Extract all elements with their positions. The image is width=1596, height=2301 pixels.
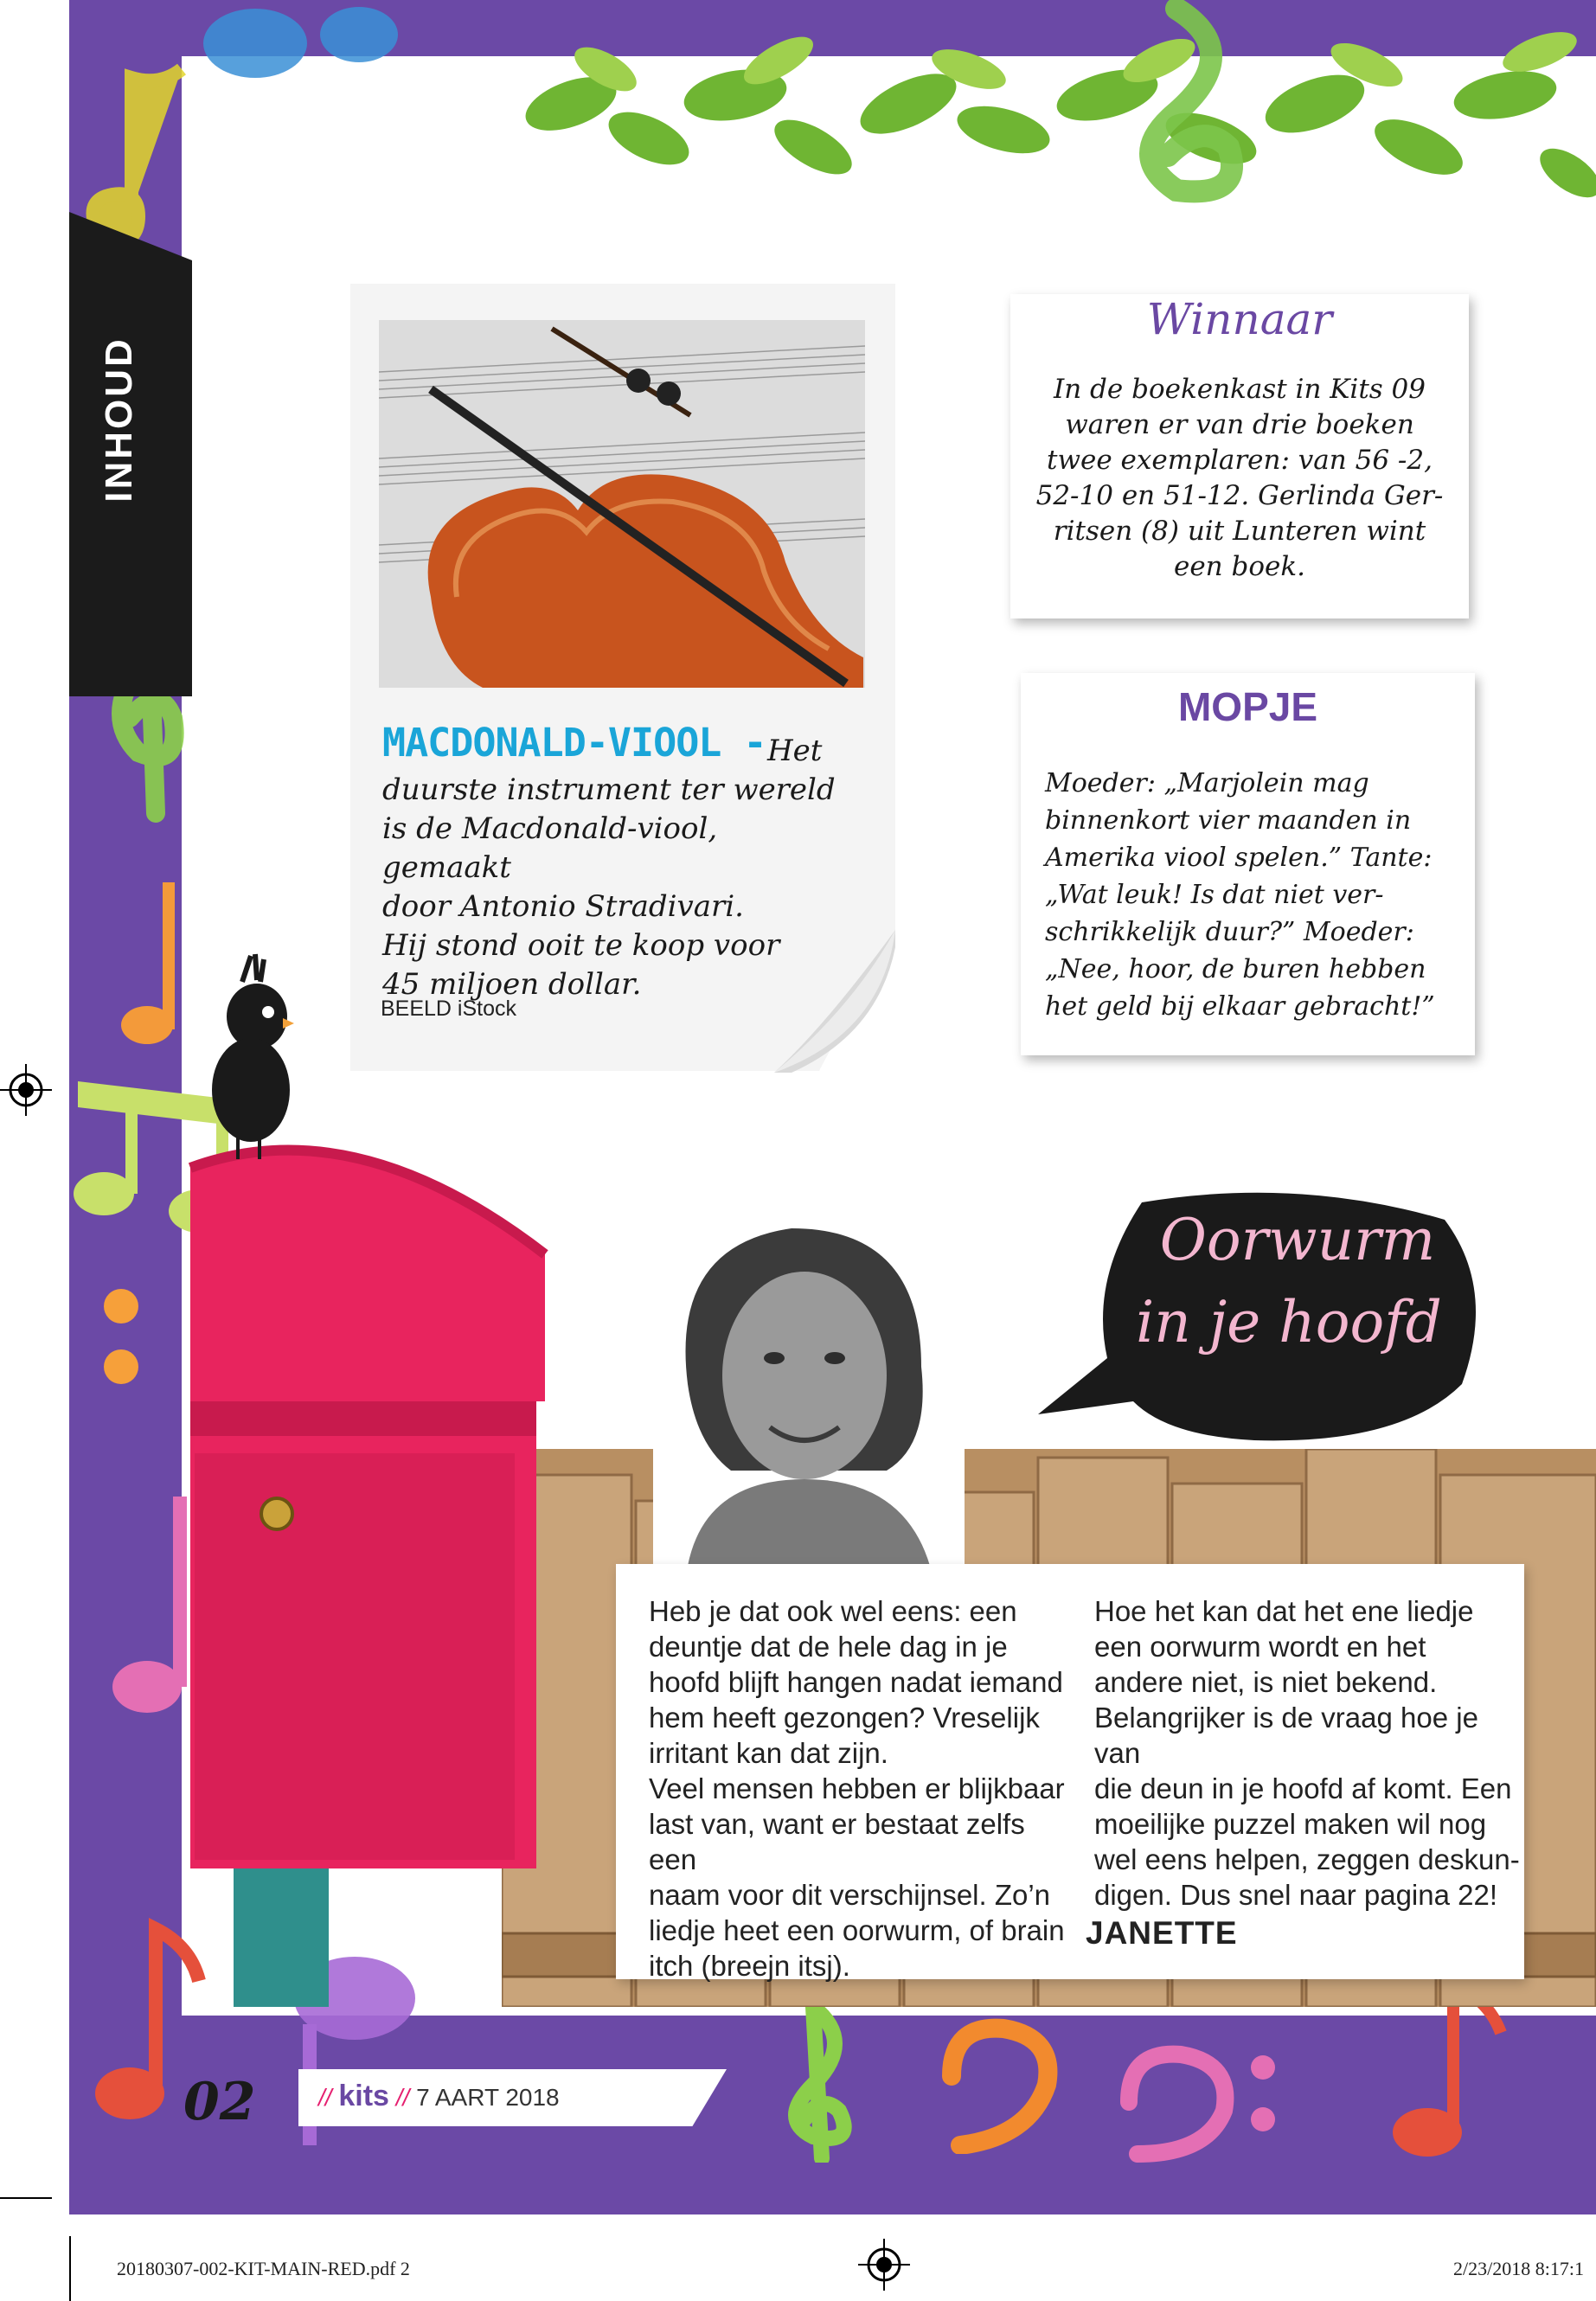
article-line: last van, want er bestaat zelfs een [649, 1808, 1025, 1875]
bass-clef-pink-icon [1103, 2024, 1293, 2163]
violin-image [379, 320, 865, 688]
violin-text-line: Hij stond ooit te koop voor [382, 928, 780, 963]
registration-mark-icon [858, 2239, 910, 2291]
article-line: irritant kan dat zijn. [649, 1737, 888, 1769]
treble-clef-green-icon [1073, 0, 1280, 208]
violin-text-line: duurste instrument ter wereld [382, 772, 836, 807]
crop-mark [69, 2236, 71, 2301]
article-line: Heb je dat ook wel eens: een [649, 1595, 1017, 1627]
music-note-orange-icon [112, 865, 190, 1055]
section-tab-label: INHOUD [98, 336, 140, 503]
article-line: deuntje dat de hele dag in je [649, 1631, 1008, 1663]
article-line: liedje heet een oorwurm, of brain [649, 1914, 1065, 1946]
registration-mark-icon [0, 1064, 52, 1116]
violin-text-line: is de Macdonald-viool, gemaakt [382, 811, 718, 885]
crop-mark [0, 2197, 52, 2199]
violin-text-lead: Het [767, 734, 823, 768]
music-note-yellow-icon [78, 52, 199, 251]
treble-clef-green-icon [761, 1990, 882, 2163]
article-line: moeilijke puzzel maken wil nog [1094, 1808, 1487, 1840]
page-number: 02 [183, 2072, 256, 2132]
mopje-line: „Nee, hoor, de buren hebben [1045, 954, 1426, 984]
footer-date: AART 2018 [434, 2084, 560, 2111]
article-column-1 [649, 1593, 1073, 1984]
winnaar-line: In de boekenkast in Kits 09 [1053, 374, 1426, 405]
bubble-headline-line1: Oorwurm [1159, 1207, 1436, 1273]
mailbox-illustration [182, 1116, 588, 2007]
mopje-line: het geld bij elkaar gebracht!” [1045, 991, 1435, 1022]
article-line: een oorwurm wordt en het [1094, 1631, 1426, 1663]
mopje-title: MOPJE [1177, 684, 1318, 729]
winnaar-line: twee exemplaren: van 56 -2, [1047, 445, 1433, 476]
article-line: naam voor dit verschijnsel. Zo’n [649, 1879, 1051, 1911]
article-line: hoofd blijft hangen nadat iemand [649, 1666, 1063, 1698]
violin-text-line: door Antonio Stradivari. [382, 889, 744, 924]
violin-text [382, 732, 849, 1004]
mopje-text [1045, 765, 1460, 1025]
violin-title: MACDONALD-VIOOL - [382, 720, 766, 766]
article-line: Belangrijker is de vraag hoe je van [1094, 1702, 1478, 1769]
footer-brand: kits [338, 2080, 389, 2112]
winnaar-line: 52-10 en 51-12. Gerlinda Ger- [1035, 480, 1444, 511]
bass-clef-orange-icon [926, 2007, 1073, 2154]
footer-publication-line [318, 2080, 560, 2113]
leaves-decoration [519, 0, 1596, 208]
mopje-line: Moeder: „Marjolein mag [1045, 768, 1369, 798]
winnaar-line: ritsen (8) uit Lunteren wint [1053, 516, 1426, 547]
black-bird-illustration [203, 947, 298, 1159]
music-note-blue-icon [195, 0, 402, 87]
violin-text-line: 45 miljoen dollar. [382, 967, 642, 1002]
mopje-line: binnenkort vier maanden in [1045, 805, 1412, 836]
article-line: itch (breejn itsj). [649, 1950, 850, 1982]
dots-orange-icon [95, 1280, 147, 1401]
article-line: Veel mensen hebben er blijkbaar [649, 1772, 1065, 1804]
article-line: Hoe het kan dat het ene liedje [1094, 1595, 1474, 1627]
mopje-line: „Wat leuk! Is dat niet ver- [1045, 880, 1384, 910]
winnaar-line: waren er van drie boeken [1065, 409, 1414, 440]
mopje-line: schrikkelijk duur?” Moeder: [1045, 917, 1414, 947]
article-line: hem heeft gezongen? Vreselijk [649, 1702, 1040, 1734]
article-author: JANETTE [1086, 1915, 1238, 1951]
article-line: andere niet, is niet bekend. [1094, 1666, 1438, 1698]
print-slug-timestamp: 2/23/2018 8:17:1 [1453, 2258, 1584, 2279]
article-column-2 [1094, 1593, 1522, 1913]
article-line: digen. Dus snel naar pagina 22! [1094, 1879, 1497, 1911]
footer-slash: // [318, 2084, 332, 2111]
violin-photo [379, 320, 865, 688]
footer-slash: // [395, 2084, 410, 2111]
photo-credit: BEELD iStock [381, 997, 517, 1021]
mopje-line: Amerika viool spelen.” Tante: [1045, 843, 1433, 873]
print-slug-filename: 20180307-002-KIT-MAIN-RED.pdf 2 [117, 2258, 410, 2279]
footer-issue: 7 [416, 2084, 430, 2111]
winnaar-text [1028, 372, 1452, 585]
winnaar-line: een boek. [1173, 551, 1305, 582]
winnaar-title: Winnaar [1146, 294, 1333, 344]
author-portrait [653, 1194, 965, 1566]
article-line: wel eens helpen, zeggen deskun- [1094, 1843, 1520, 1875]
bubble-headline-line2: in je hoofd [1136, 1289, 1442, 1356]
article-line: die deun in je hoofd af komt. Een [1094, 1772, 1512, 1804]
